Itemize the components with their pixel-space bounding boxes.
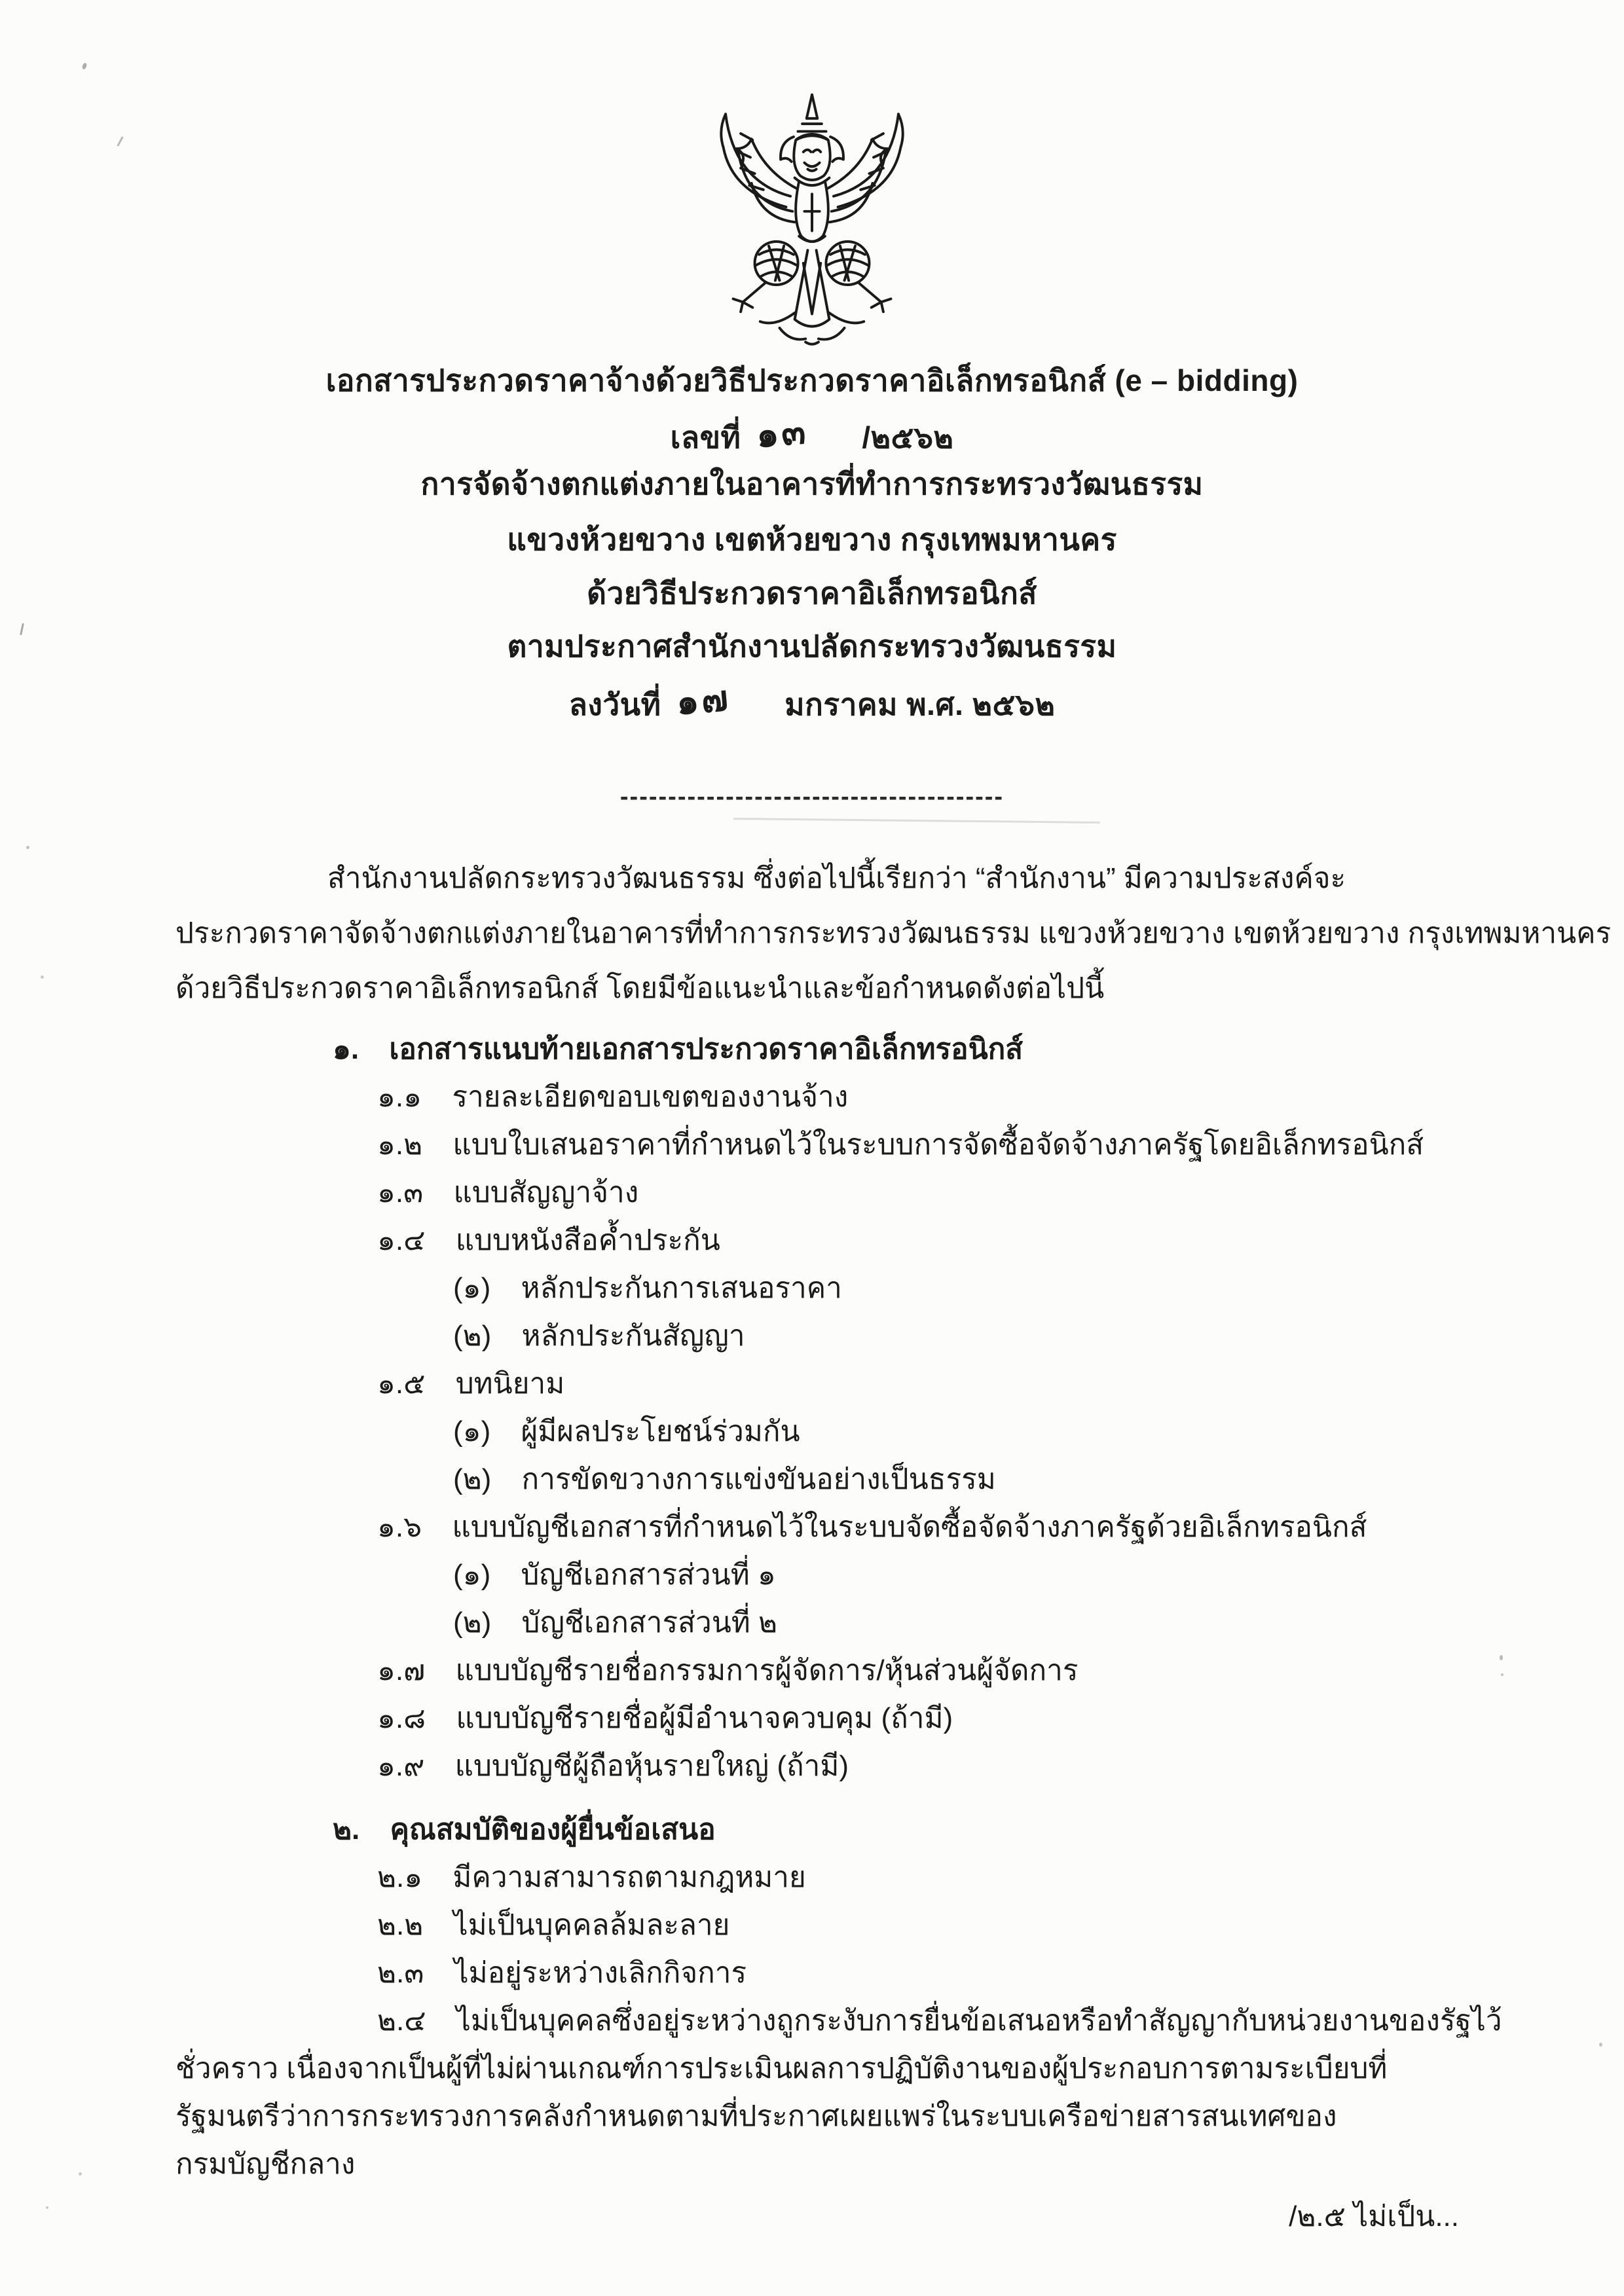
subitem-number: (๑) bbox=[453, 1272, 491, 1304]
list-item bbox=[175, 1360, 1498, 1408]
list-item-continuation: รัฐมนตรีว่าการกระทรวงการคลังกำหนดตามที่ประกาศเผยแพร่ในระบบเครือข่ายสารสนเทศของ bbox=[175, 2100, 1337, 2132]
scan-speckle bbox=[117, 136, 123, 147]
intro-line: สำนักงานปลัดกระทรวงวัฒนธรรม ซึ่งต่อไปนี้เรียกว่า “สำนักงาน” มีความประสงค์จะ bbox=[327, 862, 1346, 894]
subitem-text: บัญชีเอกสารส่วนที่ ๒ bbox=[521, 1607, 778, 1639]
item-text: ไม่เป็นบุคคลล้มละลาย bbox=[453, 1909, 730, 1941]
doc-title-line3: แขวงห้วยขวาง เขตห้วยขวาง กรุงเทพมหานคร bbox=[507, 522, 1117, 556]
item-text: มีความสามารถตามกฎหมาย bbox=[452, 1861, 806, 1893]
item-number: ๒.๒ bbox=[377, 1909, 424, 1941]
list-item bbox=[175, 1216, 1498, 1264]
section-number: ๑. bbox=[333, 1033, 360, 1065]
item-text: ไม่เป็นบุคคลซึ่งอยู่ระหว่างถูกระงับการยื่นข้อเสนอหรือทำสัญญากับหน่วยงานของรัฐไว้ bbox=[456, 2005, 1502, 2037]
intro-line: ประกวดราคาจัดจ้างตกแต่งภายในอาคารที่ทำการกระทรวงวัฒนธรรม แขวงห้วยขวาง เขตห้วยขวาง กรุงเทพมหานคร bbox=[175, 917, 1612, 949]
doc-number-handwritten: ๑๓ bbox=[754, 411, 810, 456]
item-number: ๒.๑ bbox=[377, 1861, 423, 1893]
intro-line: ด้วยวิธีประกวดราคาอิเล็กทรอนิกส์ โดยมีข้อแนะนำและข้อกำหนดดังต่อไปนี้ bbox=[175, 972, 1105, 1004]
scan-speckle bbox=[81, 62, 87, 69]
subitem-text: การขัดขวางการแข่งขันอย่างเป็นธรรม bbox=[521, 1463, 996, 1495]
document-body bbox=[175, 1025, 1502, 2188]
section-title: เอกสารแนบท้ายเอกสารประกวดราคาอิเล็กทรอนิกส์ bbox=[389, 1033, 1024, 1065]
section2-header bbox=[175, 1806, 1498, 1853]
subitem-text: หลักประกันการเสนอราคา bbox=[521, 1272, 842, 1304]
item-text: บทนิยาม bbox=[455, 1368, 565, 1400]
item-number: ๒.๔ bbox=[377, 2005, 426, 2037]
item-text: รายละเอียดขอบเขตของงานจ้าง bbox=[452, 1081, 849, 1113]
list-subitem bbox=[175, 1264, 1498, 1312]
item-number: ๑.๔ bbox=[377, 1224, 426, 1256]
section-title: คุณสมบัติของผู้ยื่นข้อเสนอ bbox=[390, 1813, 716, 1846]
scan-streak bbox=[733, 818, 1100, 824]
doc-title-line5: ตามประกาศสำนักงานปลัดกระทรวงวัฒนธรรม bbox=[507, 629, 1117, 663]
doc-title-line2: การจัดจ้างตกแต่งภายในอาคารที่ทำการกระทรวงวัฒนธรรม bbox=[420, 467, 1204, 501]
list-item bbox=[175, 1073, 1498, 1121]
scan-speckle bbox=[1599, 2043, 1602, 2047]
doc-title-line1: เอกสารประกวดราคาจ้างด้วยวิธีประกวดราคาอิเล็กทรอนิกส์ (e – bidding) bbox=[325, 363, 1299, 397]
garuda-emblem-drawing bbox=[704, 90, 920, 350]
item-number: ๑.๑ bbox=[377, 1081, 422, 1113]
list-item bbox=[175, 1997, 1502, 2045]
scan-speckle bbox=[41, 975, 44, 979]
list-item bbox=[175, 1694, 1498, 1742]
doc-title-line4: ด้วยวิธีประกวดราคาอิเล็กทรอนิกส์ bbox=[587, 576, 1037, 610]
item-number: ๑.๙ bbox=[377, 1750, 425, 1782]
list-subitem bbox=[175, 1312, 1498, 1360]
garuda-emblem bbox=[704, 90, 920, 353]
doc-number-year: /๒๕๖๒ bbox=[862, 420, 954, 454]
intro-paragraph bbox=[175, 851, 1612, 1016]
page-continuation-marker: /๒.๕ ไม่เป็น... bbox=[1289, 2200, 1459, 2232]
list-item bbox=[175, 1503, 1498, 1551]
scan-speckle bbox=[79, 2172, 82, 2176]
item-text: แบบบัญชีเอกสารที่กำหนดไว้ในระบบจัดซื้อจัดจ้างภาครัฐด้วยอิเล็กทรอนิกส์ bbox=[452, 1511, 1367, 1543]
list-item bbox=[175, 1853, 1498, 1901]
list-item bbox=[175, 1901, 1498, 1949]
item-text: แบบสัญญาจ้าง bbox=[453, 1176, 639, 1209]
item-number: ๑.๗ bbox=[377, 1654, 426, 1686]
doc-date-line bbox=[0, 674, 1624, 731]
list-item bbox=[175, 1647, 1498, 1694]
item-number: ๑.๘ bbox=[377, 1702, 426, 1734]
doc-date-handwritten: ๑๗ bbox=[674, 678, 732, 723]
item-text: ไม่อยู่ระหว่างเลิกกิจการ bbox=[454, 1957, 747, 1989]
list-subitem bbox=[175, 1599, 1498, 1647]
item-number: ๑.๕ bbox=[377, 1368, 426, 1400]
subitem-number: (๒) bbox=[453, 1463, 492, 1495]
list-subitem bbox=[175, 1551, 1498, 1599]
item-number: ๑.๓ bbox=[377, 1176, 424, 1209]
list-item-continuation: ชั่วคราว เนื่องจากเป็นผู้ที่ไม่ผ่านเกณฑ์การประเมินผลการปฏิบัติงานของผู้ประกอบการตามระเบียบที่ bbox=[175, 2052, 1388, 2085]
subitem-number: (๒) bbox=[453, 1607, 492, 1639]
item-text: แบบบัญชีรายชื่อกรรมการผู้จัดการ/หุ้นส่วนผู้จัดการ bbox=[455, 1654, 1079, 1686]
list-subitem bbox=[175, 1408, 1498, 1455]
subitem-number: (๑) bbox=[453, 1415, 491, 1448]
scan-speckle bbox=[1500, 1655, 1503, 1660]
item-number: ๑.๒ bbox=[377, 1129, 423, 1161]
list-item bbox=[175, 1949, 1498, 1997]
dashed-divider: ---------------------------------------- bbox=[619, 783, 1005, 811]
doc-date-suffix: มกราคม พ.ศ. ๒๕๖๒ bbox=[784, 687, 1056, 721]
subitem-text: หลักประกันสัญญา bbox=[521, 1320, 745, 1352]
item-text: แบบหนังสือค้ำประกัน bbox=[455, 1224, 720, 1256]
doc-date-prefix: ลงวันที่ bbox=[568, 687, 661, 721]
item-number: ๒.๓ bbox=[377, 1957, 424, 1989]
item-number: ๑.๖ bbox=[377, 1511, 422, 1543]
scan-speckle bbox=[46, 2206, 48, 2209]
scan-speckle bbox=[26, 846, 29, 849]
doc-number-line bbox=[0, 407, 1624, 464]
list-item bbox=[175, 1742, 1498, 1790]
item-text: แบบบัญชีผู้ถือหุ้นรายใหญ่ (ถ้ามี) bbox=[454, 1750, 849, 1782]
subitem-number: (๒) bbox=[453, 1320, 492, 1352]
subitem-number: (๑) bbox=[453, 1559, 491, 1591]
list-subitem bbox=[175, 1455, 1498, 1503]
subitem-text: ผู้มีผลประโยชน์ร่วมกัน bbox=[521, 1415, 800, 1448]
subitem-text: บัญชีเอกสารส่วนที่ ๑ bbox=[521, 1559, 776, 1591]
list-item bbox=[175, 1121, 1498, 1169]
section-number: ๒. bbox=[333, 1813, 360, 1846]
section1-header bbox=[175, 1025, 1498, 1073]
list-item bbox=[175, 1169, 1498, 1216]
item-text: แบบใบเสนอราคาที่กำหนดไว้ในระบบการจัดซื้อจัดจ้างภาครัฐโดยอิเล็กทรอนิกส์ bbox=[452, 1129, 1424, 1161]
doc-number-prefix: เลขที่ bbox=[670, 420, 741, 454]
scan-speckle bbox=[1501, 1673, 1504, 1676]
list-item-continuation: กรมบัญชีกลาง bbox=[175, 2148, 356, 2180]
item-text: แบบบัญชีรายชื่อผู้มีอำนาจควบคุม (ถ้ามี) bbox=[456, 1702, 953, 1734]
